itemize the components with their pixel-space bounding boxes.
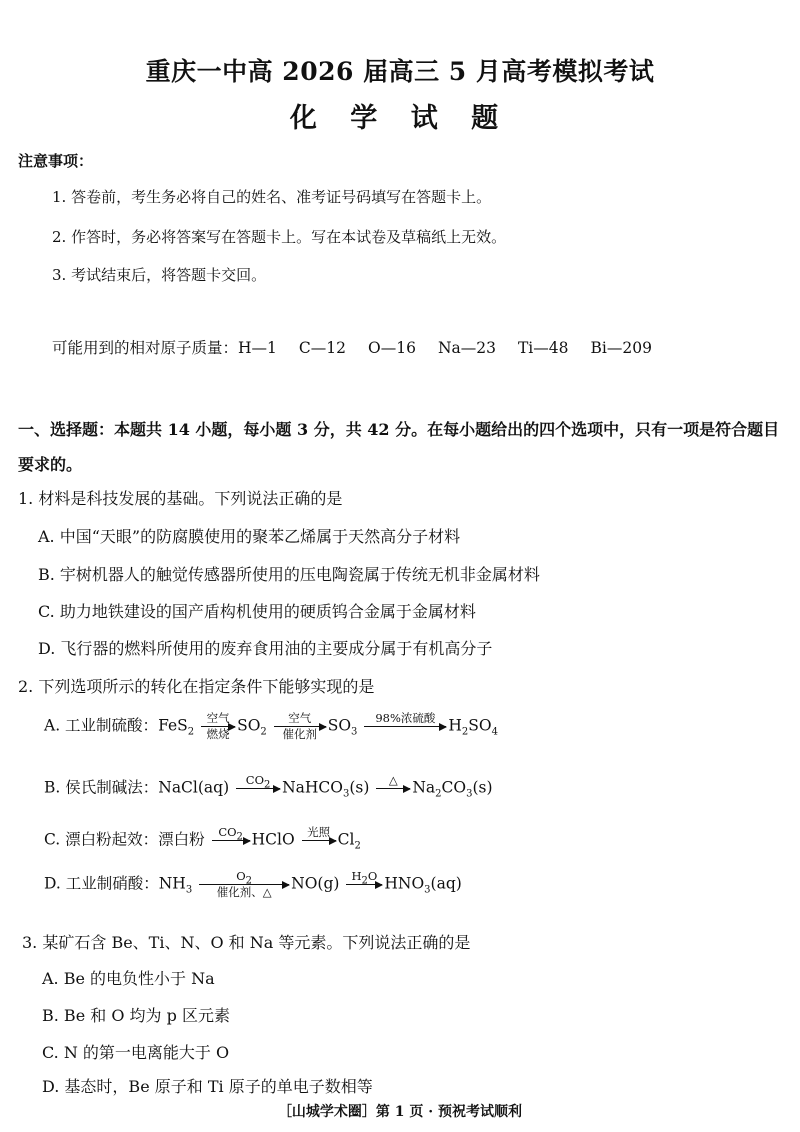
subscript: 2 bbox=[435, 788, 442, 800]
arrow-top-label: CO bbox=[245, 773, 264, 787]
section-header bbox=[18, 412, 793, 482]
subscript: 2 bbox=[236, 831, 243, 843]
formula: FeS bbox=[158, 716, 188, 735]
formula: Cl bbox=[337, 830, 355, 849]
question-3-option-a: A. Be 的电负性小于 Na bbox=[42, 969, 215, 988]
question-2-option-d bbox=[44, 870, 462, 899]
subscript: 2 bbox=[260, 726, 267, 738]
arrow-bottom-label: 催化剂 bbox=[282, 727, 317, 741]
formula: NaHCO bbox=[282, 778, 343, 797]
subscript: 2 bbox=[187, 726, 195, 738]
subscript: 2 bbox=[461, 726, 469, 738]
reaction-arrow bbox=[236, 774, 280, 803]
arrow-bottom-label: 燃烧 bbox=[206, 727, 230, 741]
reaction-arrow bbox=[346, 870, 382, 899]
atomic-mass: Bi—209 bbox=[590, 339, 652, 357]
subject-title: 化 学 试 题 bbox=[289, 103, 511, 134]
atomic-mass: O—16 bbox=[368, 339, 416, 357]
atomic-mass: Ti—48 bbox=[517, 339, 569, 357]
formula: (s) bbox=[349, 778, 370, 797]
subscript: 2 bbox=[264, 779, 271, 791]
notice-heading: 注意事项： bbox=[18, 152, 94, 170]
subscript: 2 bbox=[361, 875, 368, 887]
arrow-top-label: 98%浓硫酸 bbox=[375, 711, 436, 725]
question-1-stem: 1. 材料是科技发展的基础。下列说法正确的是 bbox=[18, 489, 343, 508]
question-3-option-c: C. N 的第一电离能大于 O bbox=[42, 1043, 230, 1062]
formula: (s) bbox=[472, 778, 493, 797]
subscript: 2 bbox=[354, 840, 361, 852]
formula: NH bbox=[158, 874, 186, 893]
question-3-stem: 3. 某矿石含 Be、Ti、N、O 和 Na 等元素。下列说法正确的是 bbox=[22, 933, 471, 952]
atomic-masses bbox=[52, 336, 674, 358]
arrow-bottom-label: 催化剂、△ bbox=[216, 885, 272, 899]
question-1-option-d: D. 飞行器的燃料所使用的废弃食用油的主要成分属于有机高分子 bbox=[38, 639, 493, 658]
subscript: 3 bbox=[342, 788, 350, 800]
question-2-option-a bbox=[44, 712, 498, 741]
reaction-arrow bbox=[201, 712, 235, 741]
arrow-top-label: H bbox=[351, 869, 362, 883]
atomic-mass: C—12 bbox=[298, 339, 346, 357]
formula: CO bbox=[441, 778, 467, 797]
formula: NaCl(aq) bbox=[158, 778, 230, 797]
section-heading: 一、选择题： bbox=[18, 420, 115, 439]
reaction-arrow bbox=[274, 712, 326, 741]
reaction-arrow bbox=[364, 712, 446, 741]
arrow-top-label: CO bbox=[218, 825, 237, 839]
arrow-top-label: 空气 bbox=[288, 711, 312, 725]
atomic-mass: Na—23 bbox=[437, 339, 496, 357]
question-1-option-c: C. 助力地铁建设的国产盾构机使用的硬质钨合金属于金属材料 bbox=[38, 602, 476, 621]
formula: HNO bbox=[384, 874, 425, 893]
reaction-arrow bbox=[376, 774, 410, 803]
option-label: D. 工业制硝酸： bbox=[44, 874, 159, 893]
formula: NO(g) bbox=[291, 874, 340, 893]
arrow-top-label: O bbox=[367, 869, 378, 883]
subscript: 3 bbox=[424, 884, 431, 896]
page-footer: ［山城学术圈］第 1 页 · 预祝考试顺利 bbox=[277, 1104, 523, 1120]
option-label: C. 漂白粉起效： bbox=[44, 830, 159, 849]
formula: HClO bbox=[251, 830, 295, 849]
question-1-option-b: B. 宇树机器人的触觉传感器所使用的压电陶瓷属于传统无机非金属材料 bbox=[38, 565, 540, 584]
formula: 漂白粉 bbox=[158, 830, 205, 849]
notice-item: 2. 作答时，务必将答案写在答题卡上。写在本试卷及草稿纸上无效。 bbox=[52, 228, 507, 246]
formula: (aq) bbox=[430, 874, 462, 893]
question-2-option-b bbox=[44, 774, 493, 803]
atomic-masses-label: 可能用到的相对原子质量： bbox=[52, 339, 239, 357]
question-2-stem: 2. 下列选项所示的转化在指定条件下能够实现的是 bbox=[18, 677, 375, 696]
formula: H bbox=[448, 716, 462, 735]
question-2-option-c bbox=[44, 826, 361, 855]
subscript: 4 bbox=[491, 726, 498, 738]
question-3-option-d: D. 基态时，Be 原子和 Ti 原子的单电子数相等 bbox=[42, 1077, 373, 1096]
question-1-option-a: A. 中国“天眼”的防腐膜使用的聚苯乙烯属于天然高分子材料 bbox=[38, 527, 461, 546]
notice-item: 3. 考试结束后，将答题卡交回。 bbox=[52, 266, 267, 284]
formula: Na bbox=[412, 778, 436, 797]
subscript: 2 bbox=[245, 875, 253, 887]
arrow-top-label: 光照 bbox=[307, 825, 331, 839]
notice-item: 1. 答卷前，考生务必将自己的姓名、准考证号码填写在答题卡上。 bbox=[52, 188, 492, 206]
arrow-top-label: 空气 bbox=[206, 711, 230, 725]
subscript: 3 bbox=[466, 788, 473, 800]
subscript: 3 bbox=[185, 884, 193, 896]
arrow-top-label: O bbox=[236, 869, 246, 883]
question-3-option-b: B. Be 和 O 均为 p 区元素 bbox=[42, 1006, 230, 1025]
reaction-arrow bbox=[212, 826, 250, 855]
atomic-mass: H—1 bbox=[238, 339, 277, 357]
option-label: A. 工业制硫酸： bbox=[44, 716, 159, 735]
subscript: 3 bbox=[351, 726, 358, 738]
reaction-arrow bbox=[199, 870, 289, 899]
option-label: B. 侯氏制碱法： bbox=[44, 778, 159, 797]
formula: SO bbox=[237, 716, 261, 735]
section-instructions: 本题共 14 小题，每小题 3 分，共 42 分。在每小题给出的四个选项中，只有一项是符合题目要求的。 bbox=[18, 420, 780, 474]
formula: SO bbox=[468, 716, 492, 735]
formula: SO bbox=[327, 716, 352, 735]
arrow-top-label: △ bbox=[388, 773, 398, 787]
reaction-arrow bbox=[302, 826, 336, 855]
exam-title: 重庆一中高 2026 届高三 5 月高考模拟考试 bbox=[145, 57, 655, 86]
